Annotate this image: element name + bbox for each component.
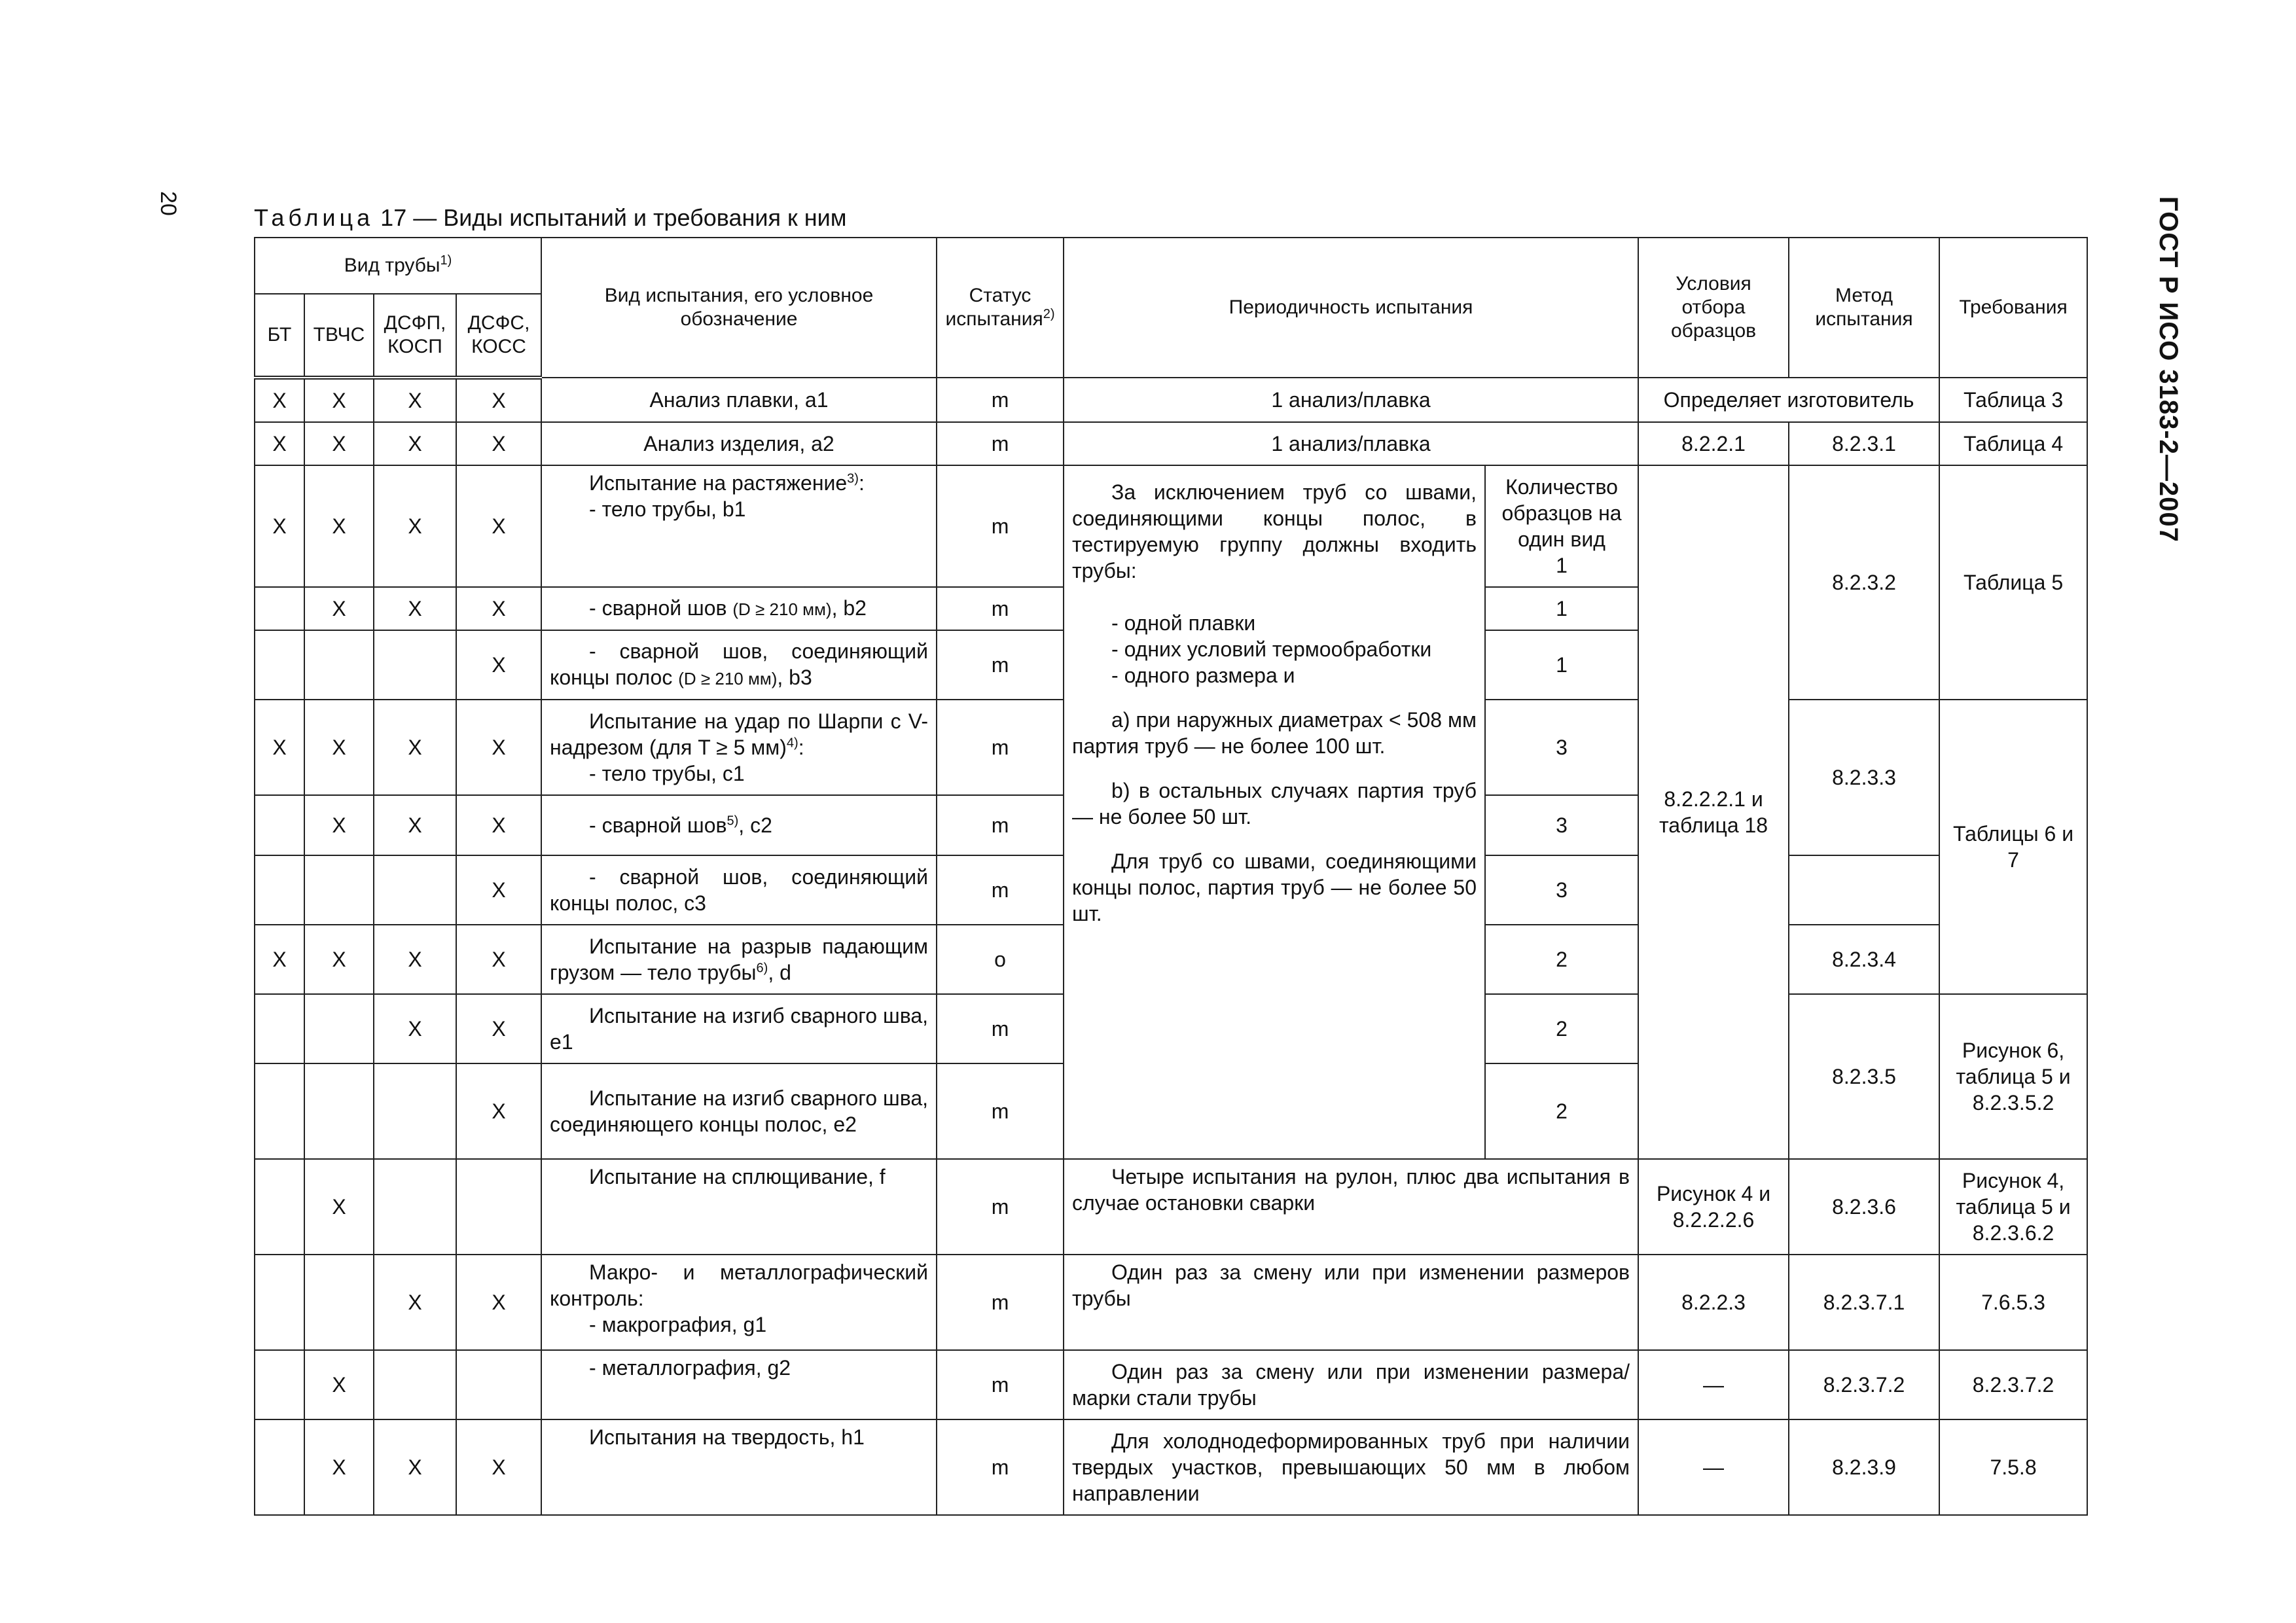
test-cell: Испытание на изгиб сварного шва, e1 xyxy=(541,994,937,1063)
table-row xyxy=(255,465,2087,587)
period-cell: Четыре испытания на рулон, плюс два испытания в случае остановки сварки xyxy=(1064,1159,1638,1255)
mark-cell: X xyxy=(255,465,304,587)
mark-cell: X xyxy=(456,465,541,587)
mark-cell: X xyxy=(304,795,374,855)
status-cell: m xyxy=(937,587,1064,630)
standard-designation: ГОСТ Р ИСО 3183-2—2007 xyxy=(2154,196,2183,543)
mark-cell: X xyxy=(374,925,456,994)
empty-cell xyxy=(255,587,304,630)
qty-cell: 3 xyxy=(1485,700,1638,795)
status-cell: m xyxy=(937,1419,1064,1515)
tests-table xyxy=(254,237,2088,1516)
method-cell: 8.2.3.5 xyxy=(1789,994,1939,1159)
header-status: Статус испытания$^{2)}$ xyxy=(937,238,1064,378)
table-row xyxy=(255,1350,2087,1419)
test-cell: - металлография, g2 xyxy=(541,1350,937,1419)
mark-cell: X xyxy=(304,1159,374,1255)
period-cell: Один раз за смену или при изменении размера/марки стали трубы xyxy=(1064,1350,1638,1419)
period-cell: 1 анализ/плавка xyxy=(1064,422,1638,465)
method-cell: 8.2.3.7.2 xyxy=(1789,1350,1939,1419)
caption-word: Таблица xyxy=(254,204,374,231)
header-periodicity: Периодичность испытания xyxy=(1064,238,1638,378)
empty-cell xyxy=(255,1350,304,1419)
mark-cell: X xyxy=(304,925,374,994)
empty-cell xyxy=(304,630,374,700)
empty-cell xyxy=(304,994,374,1063)
qty-cell: 2 xyxy=(1485,994,1638,1063)
test-cell: Испытания на твердость, h1 xyxy=(541,1419,937,1515)
mark-cell: X xyxy=(304,465,374,587)
method-cell: 8.2.3.6 xyxy=(1789,1159,1939,1255)
mark-cell: X xyxy=(456,630,541,700)
header-dsfs: ДСФС, КОСС xyxy=(456,294,541,378)
mark-cell: X xyxy=(456,587,541,630)
sampling-cell: Рисунок 4 и 8.2.2.2.6 xyxy=(1638,1159,1789,1255)
test-cell: Испытание на сплющивание, f xyxy=(541,1159,937,1255)
test-cell: - сварной шов, соединяющий концы полос (D ≥ 210 мм), b3 xyxy=(541,630,937,700)
mark-cell: X xyxy=(374,378,456,422)
mark-cell: X xyxy=(255,700,304,795)
status-cell: m xyxy=(937,465,1064,587)
status-cell: o xyxy=(937,925,1064,994)
empty-cell xyxy=(255,1063,304,1159)
test-cell: Испытание на разрыв падающим грузом — тело трубы$^{6)}$, d xyxy=(541,925,937,994)
req-cell: Таблица 4 xyxy=(1939,422,2087,465)
mark-cell: X xyxy=(374,1255,456,1350)
sampling-cell: 8.2.2.3 xyxy=(1638,1255,1789,1350)
empty-cell xyxy=(456,1159,541,1255)
sampling-cell: 8.2.2.1 xyxy=(1638,422,1789,465)
empty-cell xyxy=(374,1159,456,1255)
mark-cell: X xyxy=(255,925,304,994)
page-number: 20 xyxy=(156,191,181,216)
req-cell: Таблица 3 xyxy=(1939,378,2087,422)
table-row xyxy=(255,422,2087,465)
header-method: Метод испытания xyxy=(1789,238,1939,378)
mark-cell: X xyxy=(255,422,304,465)
mark-cell: X xyxy=(374,465,456,587)
status-cell: m xyxy=(937,1063,1064,1159)
mark-cell: X xyxy=(255,378,304,422)
mark-cell: X xyxy=(456,422,541,465)
mark-cell: X xyxy=(304,1419,374,1515)
empty-cell xyxy=(304,855,374,925)
req-cell: 8.2.3.7.2 xyxy=(1939,1350,2087,1419)
status-cell: m xyxy=(937,1255,1064,1350)
header-tvchs: ТВЧС xyxy=(304,294,374,378)
sampling-merged-cell: 8.2.2.2.1 и таблица 18 xyxy=(1638,465,1789,1159)
method-cell: 8.2.3.1 xyxy=(1789,422,1939,465)
empty-cell xyxy=(255,855,304,925)
test-cell: - сварной шов$^{5)}$, c2 xyxy=(541,795,937,855)
empty-cell xyxy=(374,630,456,700)
sampling-cell: Определяет изготовитель xyxy=(1638,378,1939,422)
status-cell: m xyxy=(937,795,1064,855)
status-cell: m xyxy=(937,378,1064,422)
method-cell: 8.2.3.3 xyxy=(1789,700,1939,855)
mark-cell: X xyxy=(374,587,456,630)
test-cell: Макро- и металлографический контроль: - макрография, g1 xyxy=(541,1255,937,1350)
table-row xyxy=(255,1159,2087,1255)
test-cell: Анализ плавки, a1 xyxy=(541,378,937,422)
qty-cell: Количество образцов на один вид 1 xyxy=(1485,465,1638,587)
mark-cell: X xyxy=(304,378,374,422)
mark-cell: X xyxy=(374,1419,456,1515)
header-sampling: Условия отбора образцов xyxy=(1638,238,1789,378)
empty-cell xyxy=(456,1350,541,1419)
mark-cell: X xyxy=(304,422,374,465)
status-cell: m xyxy=(937,855,1064,925)
caption-text: 17 — Виды испытаний и требования к ним xyxy=(380,204,847,231)
status-cell: m xyxy=(937,1159,1064,1255)
mark-cell: X xyxy=(456,1063,541,1159)
period-cell: Один раз за смену или при изменении размеров трубы xyxy=(1064,1255,1638,1350)
mark-cell: X xyxy=(456,795,541,855)
table-row xyxy=(255,378,2087,422)
header-requirements: Требования xyxy=(1939,238,2087,378)
req-cell: 7.6.5.3 xyxy=(1939,1255,2087,1350)
mark-cell: X xyxy=(456,925,541,994)
status-cell: m xyxy=(937,700,1064,795)
empty-cell xyxy=(255,994,304,1063)
mark-cell: X xyxy=(374,795,456,855)
mark-cell: X xyxy=(456,1255,541,1350)
period-cell: 1 анализ/плавка xyxy=(1064,378,1638,422)
method-cell: 8.2.3.9 xyxy=(1789,1419,1939,1515)
empty-cell xyxy=(255,1255,304,1350)
test-cell: Анализ изделия, a2 xyxy=(541,422,937,465)
sampling-cell: — xyxy=(1638,1350,1789,1419)
empty-cell xyxy=(304,1063,374,1159)
mark-cell: X xyxy=(456,1419,541,1515)
empty-cell xyxy=(255,1419,304,1515)
test-cell: - сварной шов (D ≥ 210 мм), b2 xyxy=(541,587,937,630)
mark-cell: X xyxy=(374,994,456,1063)
empty-cell xyxy=(255,630,304,700)
qty-cell: 2 xyxy=(1485,925,1638,994)
empty-cell xyxy=(255,1159,304,1255)
method-cell: 8.2.3.7.1 xyxy=(1789,1255,1939,1350)
test-cell: Испытание на удар по Шарпи с V-надрезом (для T ≥ 5 мм)$^{4)}$: - тело трубы, c1 xyxy=(541,700,937,795)
table-caption xyxy=(254,204,847,232)
table-row xyxy=(255,1419,2087,1515)
status-cell: m xyxy=(937,422,1064,465)
empty-cell xyxy=(374,1350,456,1419)
test-cell: - сварной шов, соединяющий концы полос, c3 xyxy=(541,855,937,925)
status-cell: m xyxy=(937,1350,1064,1419)
mark-cell: X xyxy=(456,855,541,925)
qty-cell: 2 xyxy=(1485,1063,1638,1159)
empty-cell xyxy=(304,1255,374,1350)
qty-cell: 1 xyxy=(1485,587,1638,630)
mark-cell: X xyxy=(374,422,456,465)
header-test-type: Вид испытания, его условное обозначение xyxy=(541,238,937,378)
method-cell: 8.2.3.2 xyxy=(1789,465,1939,700)
req-cell: Рисунок 4, таблица 5 и 8.2.3.6.2 xyxy=(1939,1159,2087,1255)
mark-cell: X xyxy=(374,700,456,795)
periodicity-note: За исключением труб со швами, соединяющими концы полос, в тестируемую группу должны входить трубы: - одной плавки - одних условий термообработки - одного размера и a) при наружных диаметрах < 508 мм партия труб — не более 100 шт. b) в остальных случаях партия труб — не более 50 шт. Для труб со швами, соединяющими концы полос, партия труб — не более 50 шт. xyxy=(1064,465,1485,1159)
req-cell: 7.5.8 xyxy=(1939,1419,2087,1515)
period-cell: Для холоднодеформированных труб при наличии твердых участков, превышающих 50 мм в любом направлении xyxy=(1064,1419,1638,1515)
qty-cell: 3 xyxy=(1485,855,1638,925)
req-cell: Рисунок 6, таблица 5 и 8.2.3.5.2 xyxy=(1939,994,2087,1159)
qty-cell: 3 xyxy=(1485,795,1638,855)
mark-cell: X xyxy=(304,1350,374,1419)
test-cell: Испытание на изгиб сварного шва, соединяющего концы полос, e2 xyxy=(541,1063,937,1159)
test-cell: Испытание на растяжение$^{3)}$: - тело трубы, b1 xyxy=(541,465,937,587)
req-cell: Таблица 5 xyxy=(1939,465,2087,700)
status-cell: m xyxy=(937,630,1064,700)
mark-cell: X xyxy=(456,994,541,1063)
mark-cell: X xyxy=(456,378,541,422)
mark-cell: X xyxy=(304,587,374,630)
table-row xyxy=(255,1255,2087,1350)
method-cell: 8.2.3.4 xyxy=(1789,925,1939,994)
mark-cell: X xyxy=(304,700,374,795)
req-cell: Таблицы 6 и 7 xyxy=(1939,700,2087,994)
status-cell: m xyxy=(937,994,1064,1063)
qty-cell: 1 xyxy=(1485,630,1638,700)
empty-cell xyxy=(374,855,456,925)
header-dsfp: ДСФП, КОСП xyxy=(374,294,456,378)
sampling-cell: — xyxy=(1638,1419,1789,1515)
header-bt: БТ xyxy=(255,294,304,378)
empty-cell xyxy=(374,1063,456,1159)
mark-cell: X xyxy=(456,700,541,795)
empty-cell xyxy=(255,795,304,855)
header-pipe-type: Вид трубы$^{1)}$ xyxy=(255,238,541,294)
